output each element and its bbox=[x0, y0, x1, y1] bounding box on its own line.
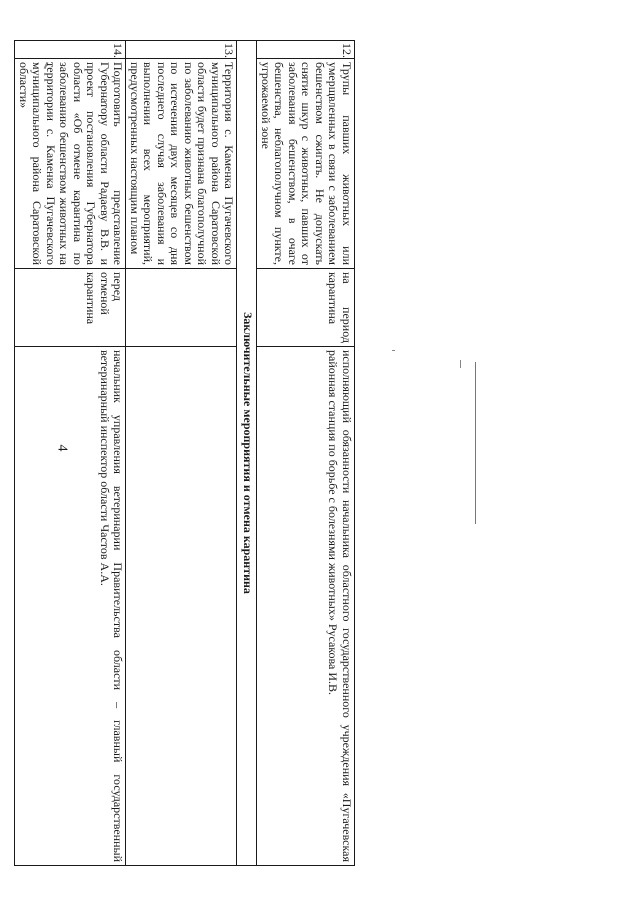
measure-cell: Подготовить представление Губернатору области Радаеву В.В. и проект постановления Губернатора области «Об отмене карантина по заболеванию бешенством животных на территории с. Каменка Пугачевского муниципального района Саратовской области» bbox=[15, 59, 126, 269]
responsible-cell bbox=[126, 347, 237, 866]
scan-speck bbox=[460, 360, 461, 368]
plan-table-rotated bbox=[17, 40, 355, 865]
section-row bbox=[237, 41, 257, 866]
section-title: Заключительные мероприятия и отмена карантина bbox=[237, 41, 257, 866]
table-row bbox=[126, 41, 237, 866]
measure-cell: Трупы павших животных или умерщвленных в связи с заболеванием бешенством сжигать. Не допускать снятие шкур с животных, павших от заболевания бешенством, в очаге бешенства, неблагополучном пункте, угрожаемой зоне bbox=[257, 59, 355, 269]
vertical-rule bbox=[475, 362, 476, 524]
row-number: 12. bbox=[257, 41, 355, 59]
row-number: 14. bbox=[15, 41, 126, 59]
row-number: 13. bbox=[126, 41, 237, 59]
measure-cell: Территория с. Каменка Пугачевского муниципального района Саратовской области будет признана благополучной по заболеванию животных бешенством по истечении двух месяцев со дня последнего случая заболевания и выполнении всех мероприятий, предусмотренных настоящим планом bbox=[126, 59, 237, 269]
responsible-cell: исполняющий обязанности начальника областного государственного учреждения «Пугачевская районная станция по борьбе с болезнями животных» Русакова И.В. bbox=[257, 347, 355, 866]
plan-table bbox=[15, 40, 356, 866]
term-cell bbox=[126, 269, 237, 347]
term-cell: перед отменой карантина bbox=[15, 269, 126, 347]
table-row bbox=[15, 41, 126, 866]
responsible-cell: начальник управления ветеринарии Правительства области – главный государственный ветеринарный инспектор области Частов А.А. bbox=[15, 347, 126, 866]
term-cell: на период карантина bbox=[257, 269, 355, 347]
scan-speck bbox=[392, 350, 395, 351]
table-row bbox=[257, 41, 355, 866]
plan-table-region bbox=[17, 40, 355, 865]
page-number: 4 bbox=[54, 444, 70, 452]
